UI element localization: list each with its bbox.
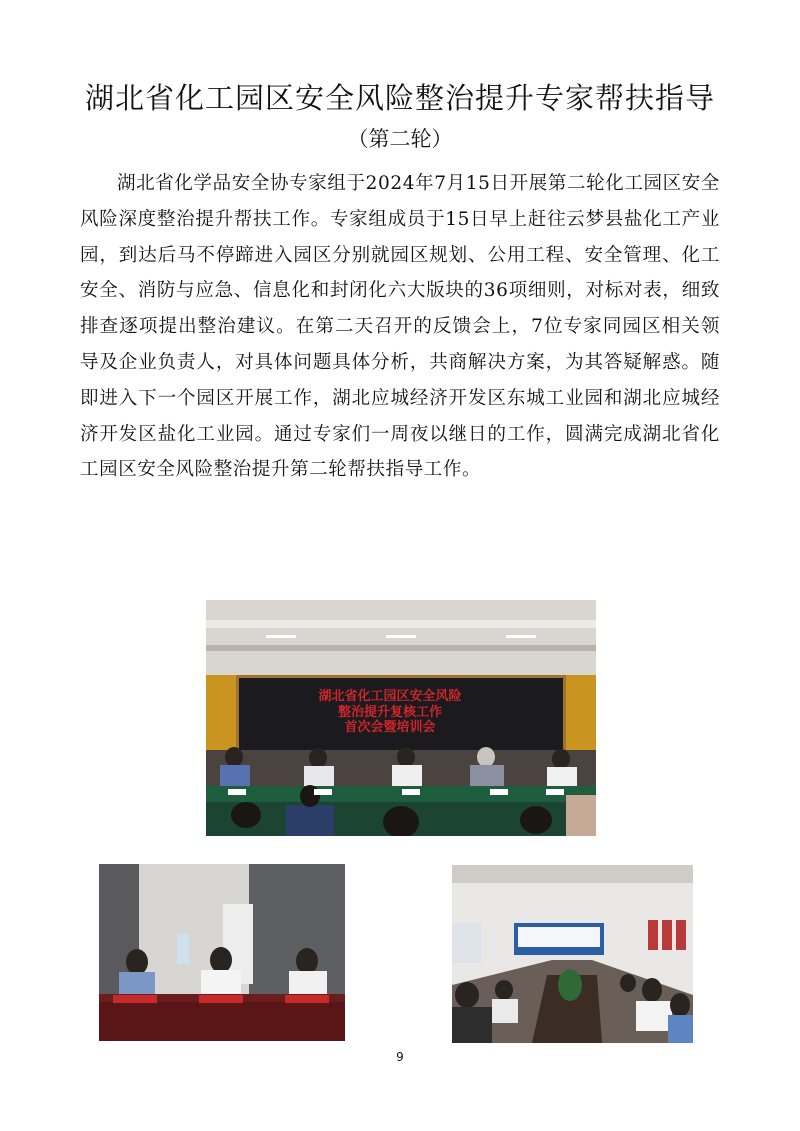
body-paragraph: 湖北省化学品安全协专家组于2024年7月15日开展第二轮化工园区安全风险深度整治提升帮扶工作。专家组成员于15日早上赶往云梦县盐化工产业园，到达后马不停蹄进入园区分别就园区规划、公用工程、安全管理、化工安全、消防与应急、信息化和封闭化六大版块的36项细则，对标对表，细致排查逐项提出整治建议。在第二天召开的反馈会上，7位专家同园区相关领导及企业负责人，对具体问题具体分析，共商解决方案，为其答疑解惑。随即进入下一个园区开展工作，湖北应城经济开发区东城工业园和湖北应城经济开发区盐化工业园。通过专家们一周夜以继日的工作，圆满完成湖北省化工园区安全风险整治提升第二轮帮扶指导工作。 bbox=[80, 173, 720, 481]
meeting-photo-right bbox=[452, 865, 693, 1043]
document-subtitle: （第二轮） bbox=[347, 127, 453, 151]
meeting-banner-text bbox=[240, 689, 540, 736]
document-title: 湖北省化工园区安全风险整治提升专家帮扶指导 bbox=[84, 81, 715, 115]
banner-line-3: 首次会暨培训会 bbox=[344, 720, 436, 735]
meeting-photo-left bbox=[99, 864, 345, 1041]
page-number: 9 bbox=[396, 1050, 404, 1064]
banner-line-1: 湖北省化工园区安全风险 bbox=[318, 689, 462, 704]
banner-line-2: 整治提升复核工作 bbox=[337, 704, 442, 720]
